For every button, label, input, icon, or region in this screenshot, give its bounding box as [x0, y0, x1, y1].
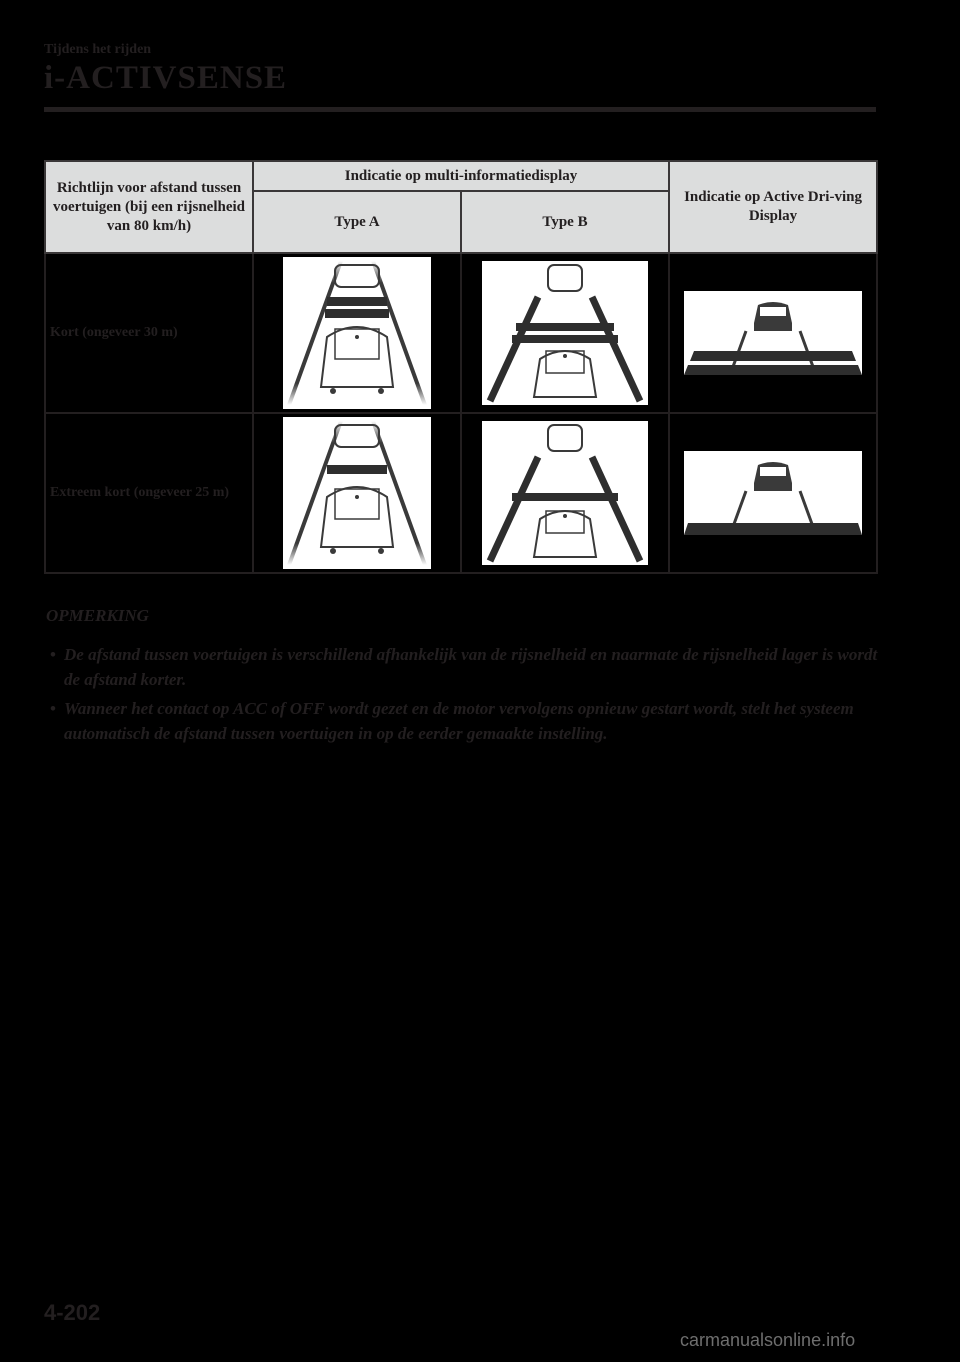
header-active-driving-display: Indicatie op Active Dri-ving Display: [669, 161, 877, 253]
note-heading: OPMERKING: [46, 606, 149, 625]
title-divider: [44, 107, 876, 112]
distance-extreme-short-type-b-icon: [482, 421, 648, 565]
distance-extreme-short-type-a-icon: [283, 417, 431, 569]
following-distance-table: [44, 160, 878, 574]
chapter-title: i-ACTIVSENSE: [44, 60, 288, 96]
header-distance-guideline: Richtlijn voor afstand tussen voertuigen (bij een rijsnelheid van 80 km/h): [45, 161, 253, 253]
note-list: [46, 642, 886, 750]
distance-extreme-short-active-display-icon: [684, 451, 862, 535]
distance-label: Extreem kort (ongeveer 25 m): [45, 413, 253, 573]
bullet-icon: •: [50, 645, 56, 664]
section-label: Tijdens het rijden: [44, 42, 152, 57]
header-type-b: Type B: [461, 191, 669, 253]
distance-short-type-a-icon: [283, 257, 431, 409]
note-item: [46, 696, 886, 746]
distance-label: Kort (ongeveer 30 m): [45, 253, 253, 413]
header-multi-info-display: Indicatie op multi-informatiedisplay: [253, 161, 669, 191]
note-item: [46, 642, 886, 692]
table-row: [45, 253, 877, 413]
distance-short-active-display-icon: [684, 291, 862, 375]
note-text: Wanneer het contact op ACC of OFF wordt gezet en de motor vervolgens opnieuw gestart wordt, stelt het systeem automatisch de afstand tussen voertuigen in op de eerder gemaakte instelling.: [64, 699, 854, 743]
page-number: 4-202: [44, 1300, 101, 1325]
distance-short-type-b-icon: [482, 261, 648, 405]
watermark-link[interactable]: carmanualsonline.info: [680, 1330, 856, 1350]
note-text: De afstand tussen voertuigen is verschillend afhankelijk van de rijsnelheid en naarmate de rijsnelheid lager is wordt de afstand korter.: [64, 645, 878, 689]
table-row: [45, 413, 877, 573]
bullet-icon: •: [50, 699, 56, 718]
header-type-a: Type A: [253, 191, 461, 253]
